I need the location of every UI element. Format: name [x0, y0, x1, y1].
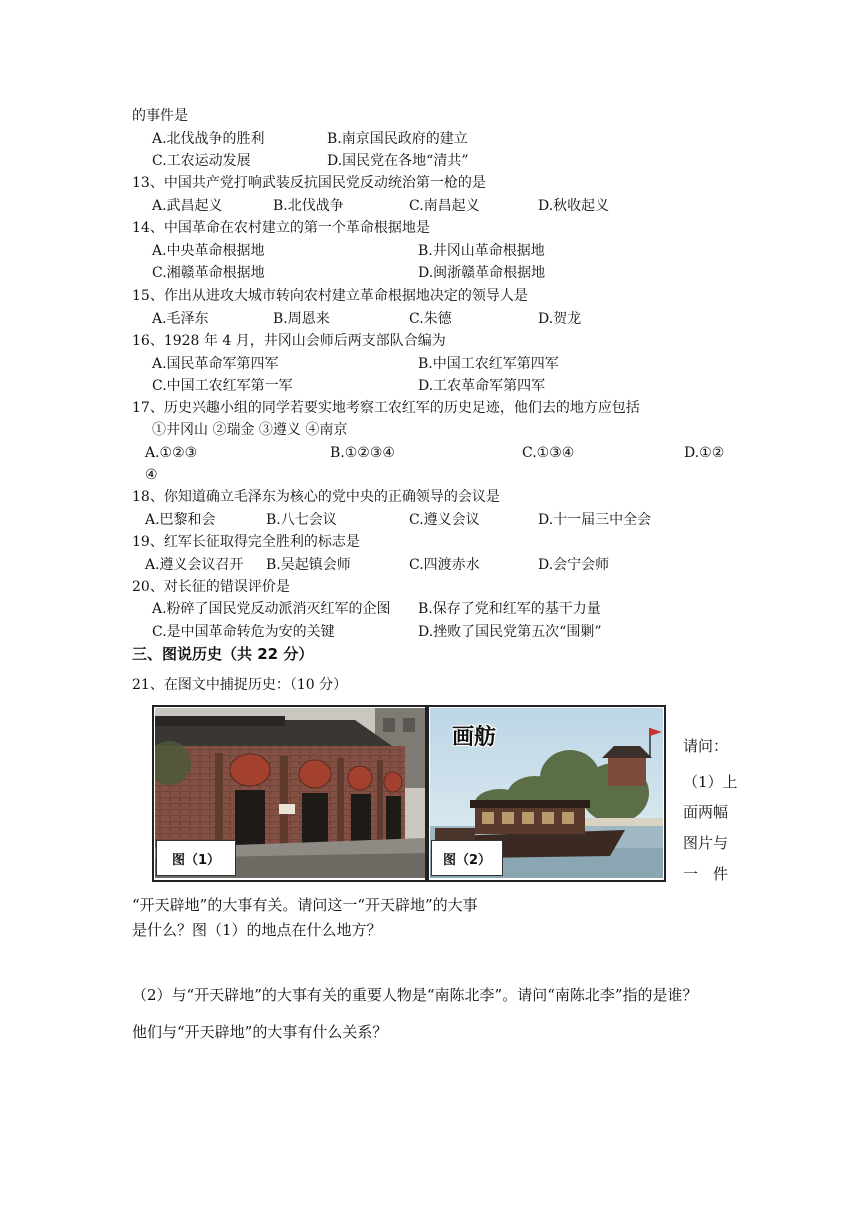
- q15-stem: 15、作出从进攻大城市转向农村建立革命根据地决定的领导人是: [132, 288, 528, 304]
- q12-option-b: B.南京国民政府的建立: [327, 131, 468, 147]
- q15-option-c: C.朱德: [409, 311, 452, 327]
- figure-1-caption: 图（1）: [156, 840, 236, 876]
- q13-option-c: C.南昌起义: [409, 198, 480, 214]
- q13-option-d: D.秋收起义: [538, 198, 610, 214]
- q20-option-d: D.挫败了国民党第五次“围剿”: [418, 624, 602, 640]
- q17-option-a: A.①②③: [145, 445, 198, 461]
- q12-option-d: D.国民党在各地“清共”: [327, 153, 469, 169]
- q12-option-c: C.工农运动发展: [152, 153, 251, 169]
- q13-option-a: A.武昌起义: [152, 198, 223, 214]
- q13-stem: 13、中国共产党打响武装反抗国民党反动统治第一枪的是: [132, 175, 486, 191]
- q12-stem: 的事件是: [132, 108, 188, 124]
- q15-option-a: A.毛泽东: [152, 311, 209, 327]
- q21-part2-line2: 他们与“开天辟地”的大事有什么关系？: [132, 1023, 388, 1041]
- figure-2-caption: 图（2）: [431, 840, 503, 876]
- q17-items: ①井冈山 ②瑞金 ③遵义 ④南京: [152, 422, 348, 438]
- q19-option-d: D.会宁会师: [538, 557, 610, 573]
- q16-stem: 16、1928 年 4 月，井冈山会师后两支部队合编为: [132, 333, 446, 349]
- q21-part1-line1: “开天辟地”的大事有关。请问这一“开天辟地”的大事: [132, 896, 478, 914]
- side-text-4: 图片与: [683, 834, 729, 852]
- q12-option-a: A.北伐战争的胜利: [152, 131, 265, 147]
- q20-stem: 20、对长征的错误评价是: [132, 579, 290, 595]
- q14-option-b: B.井冈山革命根据地: [418, 243, 545, 259]
- q21-stem: 21、在图文中捕捉历史：（10 分）: [132, 677, 348, 693]
- q15-option-b: B.周恩来: [273, 311, 330, 327]
- q16-option-b: B.中国工农红军第四军: [418, 356, 559, 372]
- q19-option-b: B.吴起镇会师: [266, 557, 351, 573]
- side-text-1: 请问：: [683, 737, 729, 755]
- section-heading: 三、图说历史（共 22 分）: [132, 645, 314, 663]
- q13-option-b: B.北伐战争: [273, 198, 344, 214]
- q18-option-d: D.十一届三中全会: [538, 512, 652, 528]
- q20-option-b: B.保存了党和红军的基干力量: [418, 601, 601, 617]
- figure-2-title: 画舫: [452, 725, 497, 750]
- q17-option-d-continued: ④: [145, 467, 158, 483]
- q14-option-a: A.中央革命根据地: [152, 243, 265, 259]
- side-text-3: 面两幅: [683, 803, 729, 821]
- q17-option-c: C.①③④: [522, 445, 575, 461]
- q19-option-c: C.四渡赤水: [409, 557, 480, 573]
- q17-stem: 17、历史兴趣小组的同学若要实地考察工农红军的历史足迹，他们去的地方应包括: [132, 400, 640, 416]
- q16-option-d: D.工农革命军第四军: [418, 378, 546, 394]
- q18-option-a: A.巴黎和会: [145, 512, 216, 528]
- q17-option-b: B.①②③④: [330, 445, 395, 461]
- q14-option-c: C.湘赣革命根据地: [152, 265, 265, 281]
- q14-option-d: D.闽浙赣革命根据地: [418, 265, 546, 281]
- q17-option-d: D.①②: [684, 445, 725, 461]
- q20-option-a: A.粉碎了国民党反动派消灭红军的企图: [152, 601, 391, 617]
- side-text-5: 一 件: [683, 865, 729, 883]
- q19-stem: 19、红军长征取得完全胜利的标志是: [132, 534, 360, 550]
- q21-part1-line2: 是什么？图（1）的地点在什么地方？: [132, 921, 382, 939]
- q16-option-a: A.国民革命军第四军: [152, 356, 279, 372]
- q15-option-d: D.贺龙: [538, 311, 582, 327]
- q18-option-c: C.遵义会议: [409, 512, 480, 528]
- q16-option-c: C.中国工农红军第一军: [152, 378, 293, 394]
- side-text-2: （1）上: [683, 773, 738, 791]
- q18-option-b: B.八七会议: [266, 512, 337, 528]
- q14-stem: 14、中国革命在农村建立的第一个革命根据地是: [132, 220, 430, 236]
- figure-divider: [425, 705, 429, 882]
- q18-stem: 18、你知道确立毛泽东为核心的党中央的正确领导的会议是: [132, 489, 500, 505]
- q19-option-a: A.遵义会议召开: [145, 557, 244, 573]
- q20-option-c: C.是中国革命转危为安的关键: [152, 624, 335, 640]
- q21-part2-line1: （2）与“开天辟地”的大事有关的重要人物是“南陈北李”。请问“南陈北李”指的是谁？: [132, 986, 698, 1004]
